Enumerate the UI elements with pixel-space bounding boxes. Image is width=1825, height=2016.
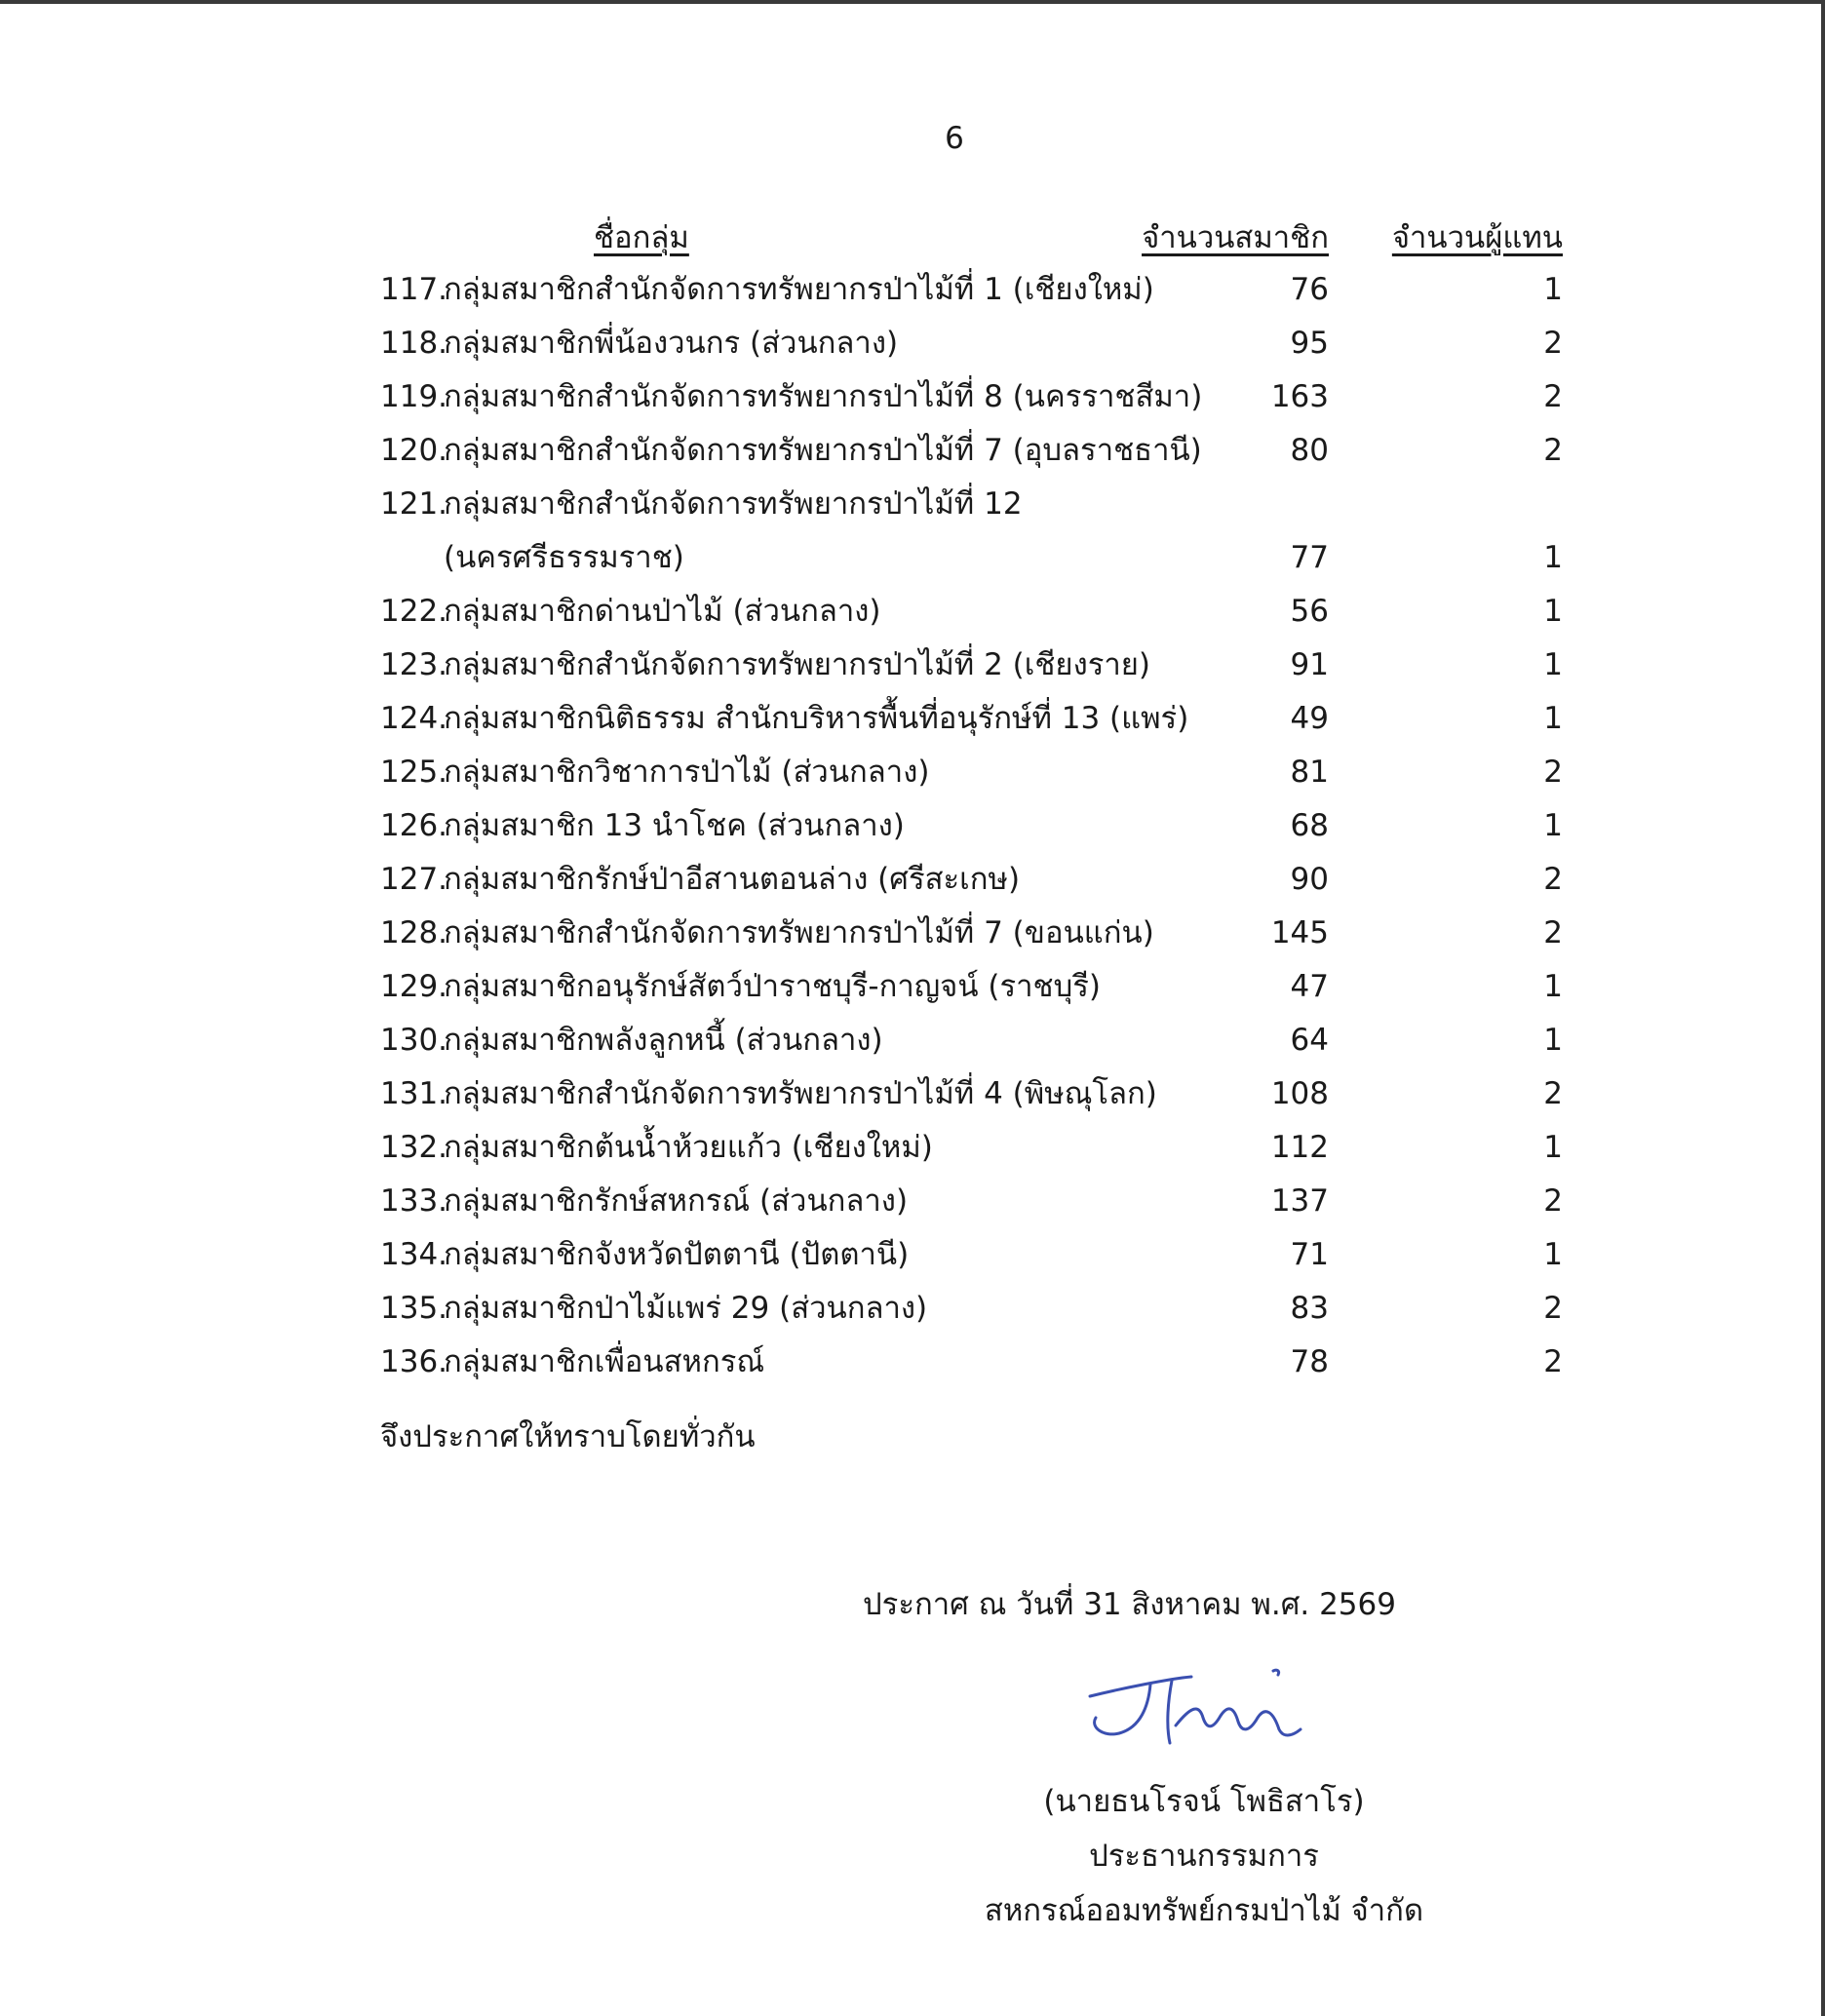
- table-row: [0, 263, 1825, 317]
- representative-count: 1: [1543, 540, 1563, 575]
- table-row: [0, 1121, 1825, 1175]
- representative-count: 2: [1543, 1344, 1563, 1379]
- table-row: [0, 531, 1825, 585]
- row-number: 125.: [380, 755, 448, 790]
- representative-count: 1: [1543, 1130, 1563, 1165]
- table-row: [0, 692, 1825, 746]
- member-count: 56: [1290, 594, 1329, 629]
- table-row: [0, 1175, 1825, 1228]
- member-count: 64: [1290, 1023, 1329, 1058]
- group-name: กลุ่มสมาชิกต้นน้ำห้วยแก้ว (เชียงใหม่): [444, 1130, 933, 1165]
- group-name: กลุ่มสมาชิกพลังลูกหนี้ (ส่วนกลาง): [444, 1023, 883, 1058]
- group-name: กลุ่มสมาชิกเพื่อนสหกรณ์: [444, 1344, 765, 1379]
- table-row: [0, 853, 1825, 907]
- row-number: 134.: [380, 1237, 448, 1272]
- group-name: กลุ่มสมาชิกสำนักจัดการทรัพยากรป่าไม้ที่ 4 (พิษณุโลก): [444, 1076, 1157, 1111]
- group-name: กลุ่มสมาชิกนิติธรรม สำนักบริหารพื้นที่อนุรักษ์ที่ 13 (แพร่): [444, 701, 1189, 736]
- column-header-members: จำนวนสมาชิก: [1142, 220, 1329, 255]
- group-name: กลุ่มสมาชิก 13 นำโชค (ส่วนกลาง): [444, 808, 905, 843]
- member-count: 112: [1270, 1130, 1329, 1165]
- group-name: กลุ่มสมาชิกสำนักจัดการทรัพยากรป่าไม้ที่ 12: [444, 486, 1023, 522]
- representative-count: 2: [1543, 1076, 1563, 1111]
- group-name: กลุ่มสมาชิกจังหวัดปัตตานี (ปัตตานี): [444, 1237, 910, 1272]
- group-name: กลุ่มสมาชิกสำนักจัดการทรัพยากรป่าไม้ที่ 8 (นครราชสีมา): [444, 379, 1203, 414]
- member-count: 137: [1270, 1183, 1329, 1219]
- row-number: 130.: [380, 1023, 448, 1058]
- member-count: 80: [1290, 433, 1329, 468]
- member-count: 71: [1290, 1237, 1329, 1272]
- table-row: [0, 317, 1825, 370]
- member-count: 77: [1290, 540, 1329, 575]
- member-count: 81: [1290, 755, 1329, 790]
- row-number: 129.: [380, 969, 448, 1004]
- member-count: 108: [1270, 1076, 1329, 1111]
- table-row: [0, 585, 1825, 639]
- member-count: 47: [1290, 969, 1329, 1004]
- table-row: [0, 746, 1825, 799]
- representative-count: 2: [1543, 433, 1563, 468]
- row-number: 132.: [380, 1130, 448, 1165]
- row-number: 136.: [380, 1344, 448, 1379]
- row-number: 131.: [380, 1076, 448, 1111]
- table-row: [0, 1336, 1825, 1389]
- table-row: [0, 1067, 1825, 1121]
- signer-organization: สหกรณ์ออมทรัพย์กรมป่าไม้ จำกัด: [984, 1893, 1424, 1928]
- group-name: กลุ่มสมาชิกป่าไม้แพร่ 29 (ส่วนกลาง): [444, 1291, 928, 1326]
- table-row: [0, 424, 1825, 478]
- member-count: 78: [1290, 1344, 1329, 1379]
- row-number: 123.: [380, 647, 448, 682]
- representative-count: 2: [1543, 1183, 1563, 1219]
- row-number: 122.: [380, 594, 448, 629]
- representative-count: 1: [1543, 1237, 1563, 1272]
- group-name: กลุ่มสมาชิกวิชาการป่าไม้ (ส่วนกลาง): [444, 755, 930, 790]
- group-name: กลุ่มสมาชิกสำนักจัดการทรัพยากรป่าไม้ที่ 1 (เชียงใหม่): [444, 272, 1154, 307]
- row-number: 118.: [380, 326, 448, 361]
- member-count: 163: [1270, 379, 1329, 414]
- column-header-representatives: จำนวนผู้แทน: [1391, 220, 1563, 255]
- table-row: [0, 799, 1825, 853]
- table-row: [0, 960, 1825, 1014]
- page-top-border: [0, 0, 1825, 4]
- group-name: กลุ่มสมาชิกอนุรักษ์สัตว์ป่าราชบุรี-กาญจน์ (ราชบุรี): [444, 969, 1102, 1004]
- row-number: 135.: [380, 1291, 448, 1326]
- group-name: กลุ่มสมาชิกพี่น้องวนกร (ส่วนกลาง): [444, 326, 899, 361]
- representative-count: 1: [1543, 594, 1563, 629]
- row-number: 117.: [380, 272, 448, 307]
- row-number: 120.: [380, 433, 448, 468]
- row-number: 121.: [380, 486, 448, 522]
- representative-count: 2: [1543, 915, 1563, 950]
- table-row: [0, 1228, 1825, 1282]
- table-row: [0, 1282, 1825, 1336]
- member-count: 145: [1270, 915, 1329, 950]
- representative-count: 1: [1543, 272, 1563, 307]
- row-number: 128.: [380, 915, 448, 950]
- closing-statement: จึงประกาศให้ทราบโดยทั่วกัน: [380, 1419, 756, 1454]
- representative-count: 1: [1543, 701, 1563, 736]
- table-row: [0, 370, 1825, 424]
- page-number: 6: [945, 121, 964, 156]
- representative-count: 1: [1543, 808, 1563, 843]
- member-count: 68: [1290, 808, 1329, 843]
- row-number: 133.: [380, 1183, 448, 1219]
- row-number: 124.: [380, 701, 448, 736]
- group-name: กลุ่มสมาชิกสำนักจัดการทรัพยากรป่าไม้ที่ 7 (ขอนแก่น): [444, 915, 1154, 950]
- announcement-date: ประกาศ ณ วันที่ 31 สิงหาคม พ.ศ. 2569: [863, 1587, 1396, 1622]
- table-row: [0, 907, 1825, 960]
- signer-name: (นายธนโรจน์ โพธิสาโร): [1043, 1784, 1365, 1819]
- member-count: 95: [1290, 326, 1329, 361]
- representative-count: 2: [1543, 1291, 1563, 1326]
- representative-count: 1: [1543, 969, 1563, 1004]
- representative-count: 1: [1543, 1023, 1563, 1058]
- member-group-list: [0, 263, 1825, 1389]
- representative-count: 2: [1543, 862, 1563, 897]
- table-row: [0, 1014, 1825, 1067]
- group-name: กลุ่มสมาชิกรักษ์สหกรณ์ (ส่วนกลาง): [444, 1183, 909, 1219]
- member-count: 49: [1290, 701, 1329, 736]
- group-name: กลุ่มสมาชิกสำนักจัดการทรัพยากรป่าไม้ที่ 7 (อุบลราชธานี): [444, 433, 1202, 468]
- member-count: 91: [1290, 647, 1329, 682]
- handwritten-signature: [1082, 1657, 1316, 1764]
- member-count: 76: [1290, 272, 1329, 307]
- member-count: 83: [1290, 1291, 1329, 1326]
- table-row: [0, 478, 1825, 531]
- table-row: [0, 639, 1825, 692]
- row-number: 127.: [380, 862, 448, 897]
- representative-count: 2: [1543, 755, 1563, 790]
- group-name: (นครศรีธรรมราช): [444, 540, 684, 575]
- representative-count: 2: [1543, 379, 1563, 414]
- representative-count: 2: [1543, 326, 1563, 361]
- representative-count: 1: [1543, 647, 1563, 682]
- group-name: กลุ่มสมาชิกรักษ์ป่าอีสานตอนล่าง (ศรีสะเกษ): [444, 862, 1021, 897]
- group-name: กลุ่มสมาชิกสำนักจัดการทรัพยากรป่าไม้ที่ 2 (เชียงราย): [444, 647, 1151, 682]
- signer-title: ประธานกรรมการ: [1089, 1839, 1319, 1874]
- column-header-name: ชื่อกลุ่ม: [594, 220, 689, 255]
- member-count: 90: [1290, 862, 1329, 897]
- row-number: 119.: [380, 379, 448, 414]
- group-name: กลุ่มสมาชิกด่านป่าไม้ (ส่วนกลาง): [444, 594, 881, 629]
- row-number: 126.: [380, 808, 448, 843]
